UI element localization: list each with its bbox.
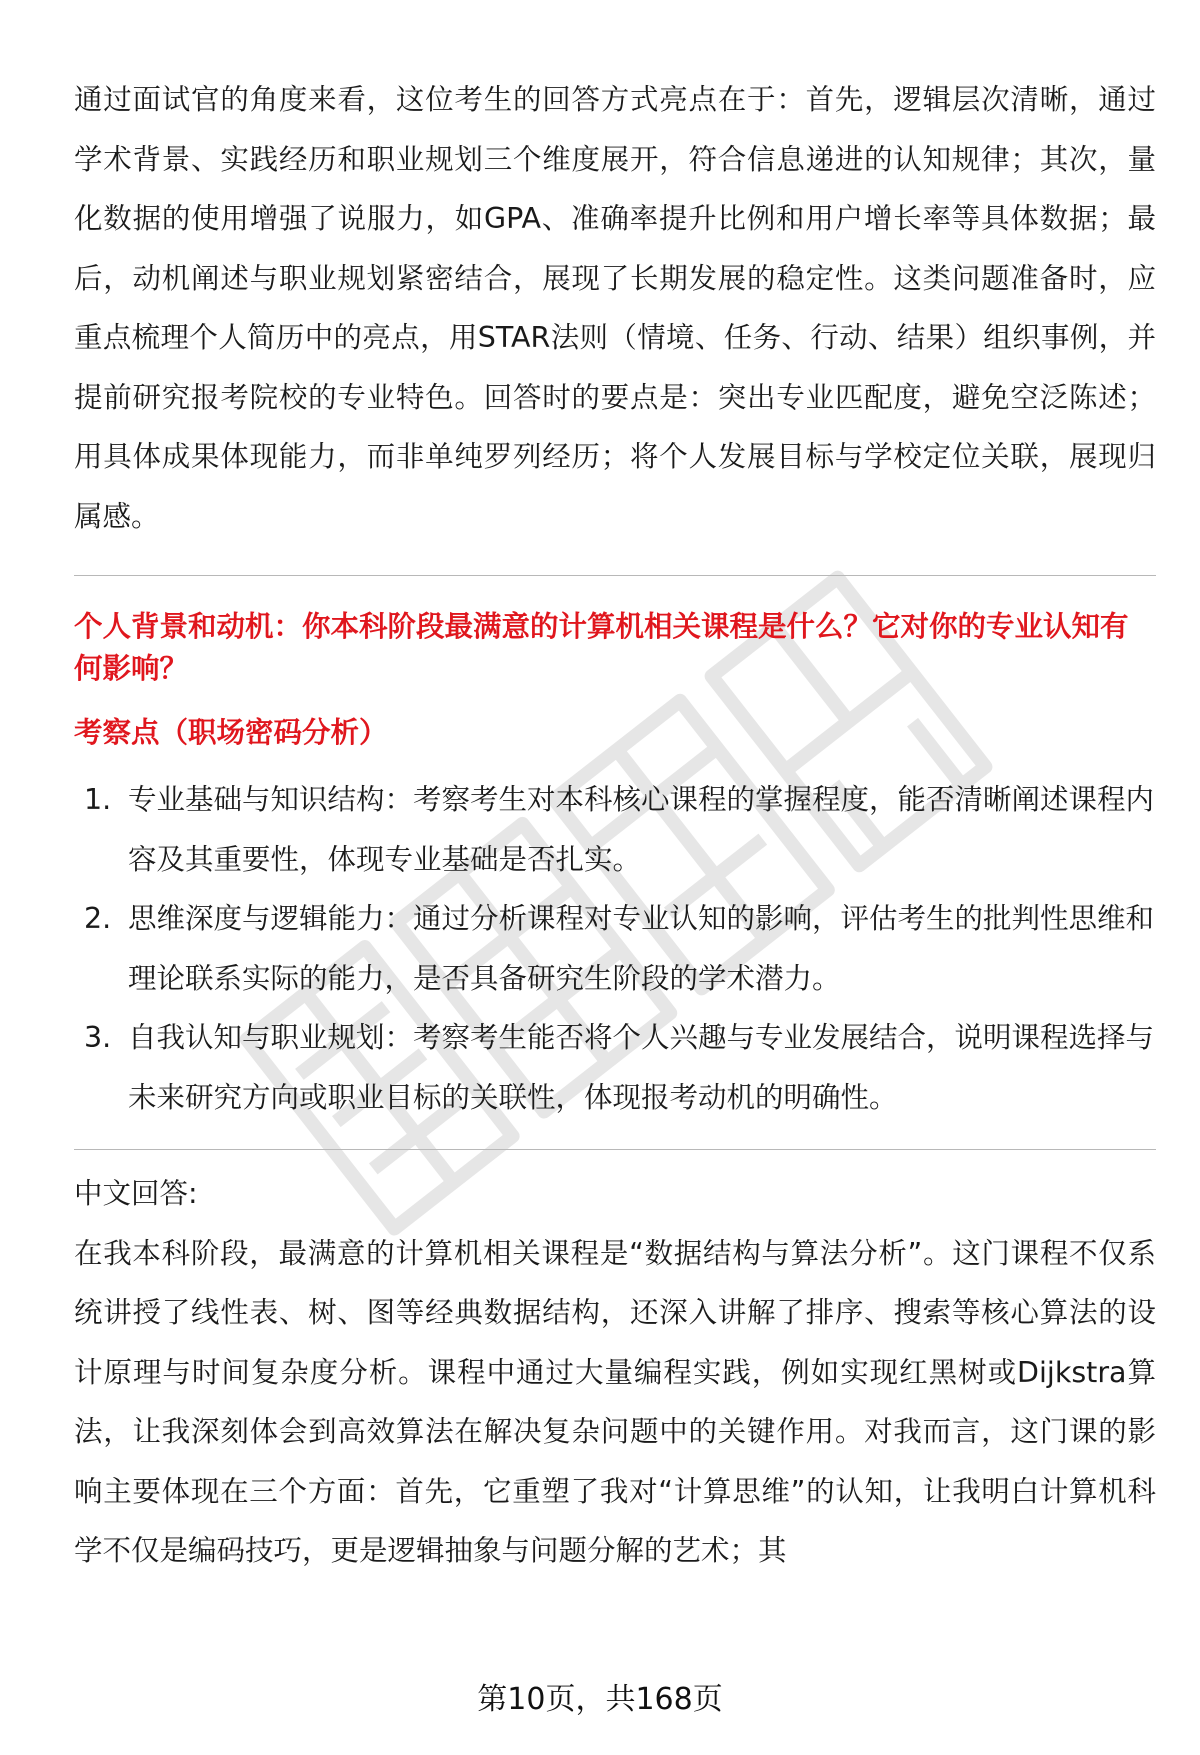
question-heading: 个人背景和动机：你本科阶段最满意的计算机相关课程是什么？它对你的专业认知有何影响？ <box>74 610 1129 685</box>
page-number: 第10页，共168页 <box>477 1682 723 1717</box>
intro-paragraph: 通过面试官的角度来看，这位考生的回答方式亮点在于：首先，逻辑层次清晰，通过学术背景、实践经历和职业规划三个维度展开，符合信息递进的认知规律；其次，量化数据的使用增强了说服力，如GPA、准确率提升比例和用户增长率等具体数据；最后，动机阐述与职业规划紧密结合，展现了长期发展的稳定性。这类问题准备时，应重点梳理个人简历中的亮点，用STAR法则（情境、任务、行动、结果）组织事例，并提前研究报考院校的专业特色。回答时的要点是：突出专业匹配度，避免空泛陈述；用具体成果体现能力，而非单纯罗列经历；将个人发展目标与学校定位关联，展现归属感。 <box>74 83 1156 533</box>
page-content <box>74 70 1156 1581</box>
answer-paragraph: 在我本科阶段，最满意的计算机相关课程是“数据结构与算法分析”。这门课程不仅系统讲授了线性表、树、图等经典数据结构，还深入讲解了排序、搜索等核心算法的设计原理与时间复杂度分析。课程中通过大量编程实践，例如实现红黑树或Dijkstra算法，让我深刻体会到高效算法在解决复杂问题中的关键作用。对我而言，这门课的影响主要体现在三个方面：首先，它重塑了我对“计算思维”的认知，让我明白计算机科学不仅是编码技巧，更是逻辑抽象与问题分解的艺术；其 <box>74 1236 1156 1567</box>
list-item-text: 专业基础与知识结构：考察考生对本科核心课程的掌握程度，能否清晰阐述课程内容及其重要性，体现专业基础是否扎实。 <box>128 783 1155 876</box>
answer-label: 中文回答: <box>74 1177 198 1210</box>
list-item <box>74 770 1156 889</box>
list-item-number: 1. <box>84 783 112 816</box>
examination-heading: 考察点（职场密码分析） <box>74 716 388 749</box>
list-item-number: 2. <box>84 902 112 935</box>
list-item-text: 自我认知与职业规划：考察考生能否将个人兴趣与专业发展结合，说明课程选择与未来研究方向或职业目标的关联性，体现报考动机的明确性。 <box>128 1021 1155 1114</box>
examination-points-list <box>74 770 1156 1127</box>
list-item-text: 思维深度与逻辑能力：通过分析课程对专业认知的影响，评估考生的批判性思维和理论联系实际的能力，是否具备研究生阶段的学术潜力。 <box>128 902 1155 995</box>
list-item <box>74 889 1156 1008</box>
list-item <box>74 1008 1156 1127</box>
list-item-number: 3. <box>84 1021 112 1054</box>
